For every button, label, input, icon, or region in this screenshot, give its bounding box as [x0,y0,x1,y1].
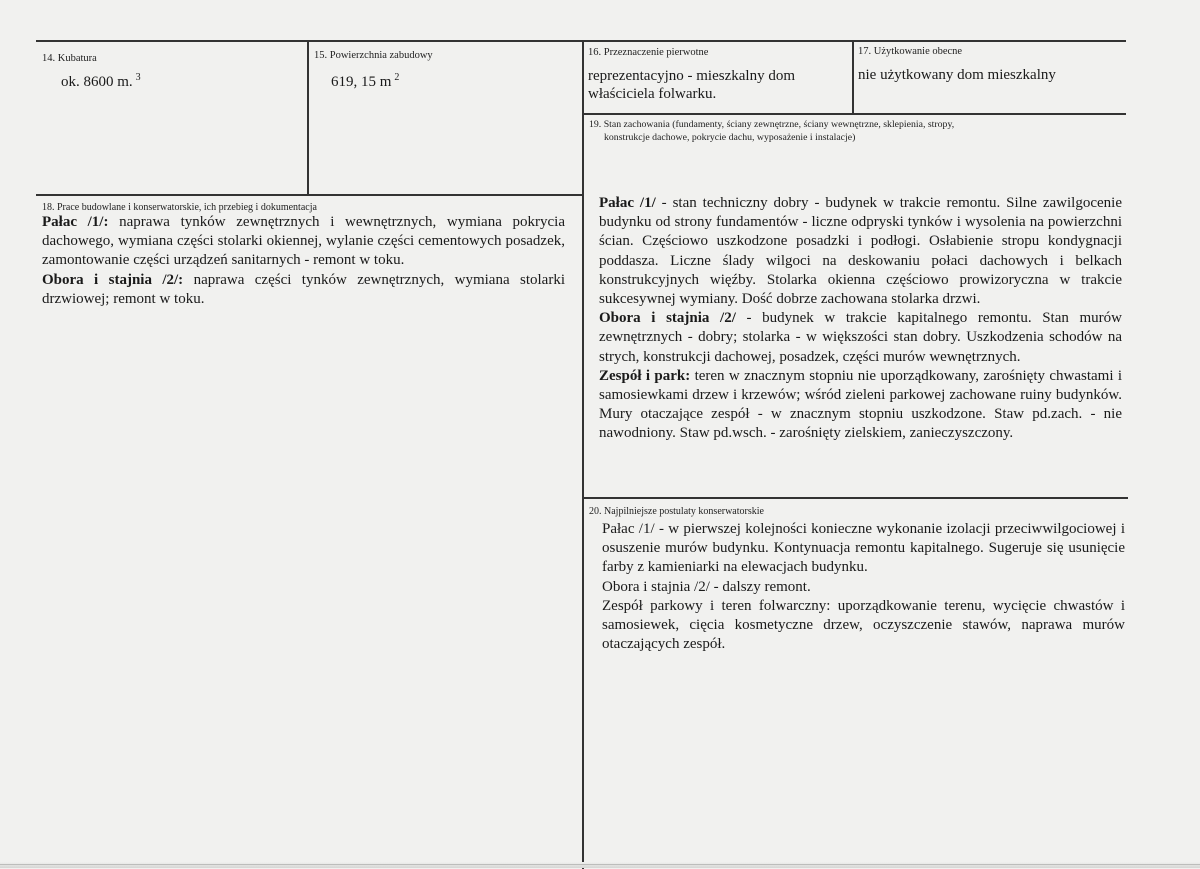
field-18-paragraph-barn [42,271,565,309]
field-17-value: nie użytkowany dom mieszkalny [858,67,1056,83]
field-19-body [599,194,1122,444]
field-19-park-heading: Zespół i park: [599,367,691,384]
divider-center [582,41,584,869]
field-19-park-text: teren w znacznym stopniu nie uporządkowany, zarośnięty chwastami i samosiewkami drzew i krzewów; wśród zieleni parkowej zachowane ruiny budynków. Mury otaczające zespół - w znacznym stopniu uszkodzone. Staw pd.zach. - nie nawodniony. Staw pd.wsch. - zarośnięty zielskiem, zanieczyszczony. [599,367,1123,442]
field-19-barn-text: - budynek w trakcie kapitalnego remontu. Stan murów zewnętrznych - dobry; stolarka - w większości stan dobry. Uszkodzenia schodów na strych, konstrukcji dachowej, posadzek, części murów wewnętrznych. [599,310,1122,365]
field-16-value: reprezentacyjno - mieszkalny dom właściciela folwarku. [588,68,795,102]
field-20-label: 20. Najpilniejsze postulaty konserwatorskie [589,506,764,517]
divider-14-15 [307,41,309,195]
divider-16-17 [852,41,854,114]
field-15-unit-exponent: 2 [394,72,400,83]
field-19-label-line2: konstrukcje dachowe, pokrycie dachu, wyposażenie i instalacje) [604,132,856,143]
field-20-paragraph-palace: Pałac /1/ - w pierwszej kolejności konieczne wykonanie izolacji przeciwwilgociowej i osuszenie murów budynku. Kontynuacja remontu kapitalnego. Sugeruje się usunięcie farby z kamieniarki na elewacjach budynku. [602,521,1125,576]
field-14-label: 14. Kubatura [42,53,97,64]
divider-18-top [36,194,583,196]
field-19-barn-heading: Obora i stajnia /2/ [599,310,736,327]
divider-16-17-bottom [582,113,1126,115]
field-19-paragraph-park [599,367,1122,444]
page-edge-shadow [0,862,1200,868]
field-18-barn-heading: Obora i stajnia /2/: [42,271,184,288]
field-19-palace-heading: Pałac /1/ [599,195,656,211]
field-16-label: 16. Przeznaczenie pierwotne [588,47,709,58]
page-bottom-edge [0,864,1200,865]
field-15-value [331,73,399,91]
field-14-unit-exponent: 3 [135,72,141,83]
field-14-value-text: ok. 8600 m. [61,74,133,90]
field-19-paragraph-barn [599,309,1122,367]
field-15-value-text: 619, 15 m [331,74,392,90]
field-14-value [61,73,141,91]
field-15-label: 15. Powierzchnia zabudowy [314,50,433,61]
field-18-barn-text: naprawa części tynków zewnętrznych, wymiana stolarki drzwiowej; remont w toku. [42,271,565,307]
field-18-palace-heading: Pałac /1/: [42,214,109,230]
field-19-palace-text: - stan techniczny dobry - budynek w trakcie remontu. Silne zawilgocenie budynku od strony fundamentów - liczne odpryski tynków i wysolenia na powierzchni ścian. Częściowo uszkodzone posadzki i podłogi. Osłabienie stropu kondygnacji poddasza. Liczne ślady wilgoci na deskowaniu połaci dachowych i belkach konstrukcyjnych więźby. Stolarka okienna częściowo prowizoryczna w trakcie sukcesywnej wymiany. Dość dobrze zachowana stolarka drzwi. [599,195,1122,308]
field-18-paragraph-palace [42,213,565,271]
field-17-label: 17. Użytkowanie obecne [858,46,963,57]
field-19-label-line1: 19. Stan zachowania (fundamenty, ściany zewnętrzne, ściany wewnętrzne, sklepienia, stropy, [589,119,955,130]
top-border [36,40,1126,42]
field-18-label: 18. Prace budowlane i konserwatorskie, ich przebieg i dokumentacja [42,202,317,213]
field-20-paragraph-park: Zespół parkowy i teren folwarczny: uporządkowanie terenu, wycięcie chwastów i samosiewek, cięcia kosmetyczne drzew, oczyszczenie stawów, naprawa murów otaczających zespół. [602,597,1125,653]
field-19-paragraph-palace [599,194,1122,309]
field-20-body [602,520,1125,654]
field-18-body [42,213,565,309]
divider-20-top [582,497,1128,499]
field-18-palace-text: naprawa tynków zewnętrznych i wewnętrznych, wymiana pokrycia dachowego, wymiana części stolarki okiennej, wylanie części cementowych posadzek, zamontowanie części urządzeń sanitarnych - remont w toku. [42,214,565,269]
field-20-paragraph-barn: Obora i stajnia /2/ - dalszy remont. [602,578,811,595]
